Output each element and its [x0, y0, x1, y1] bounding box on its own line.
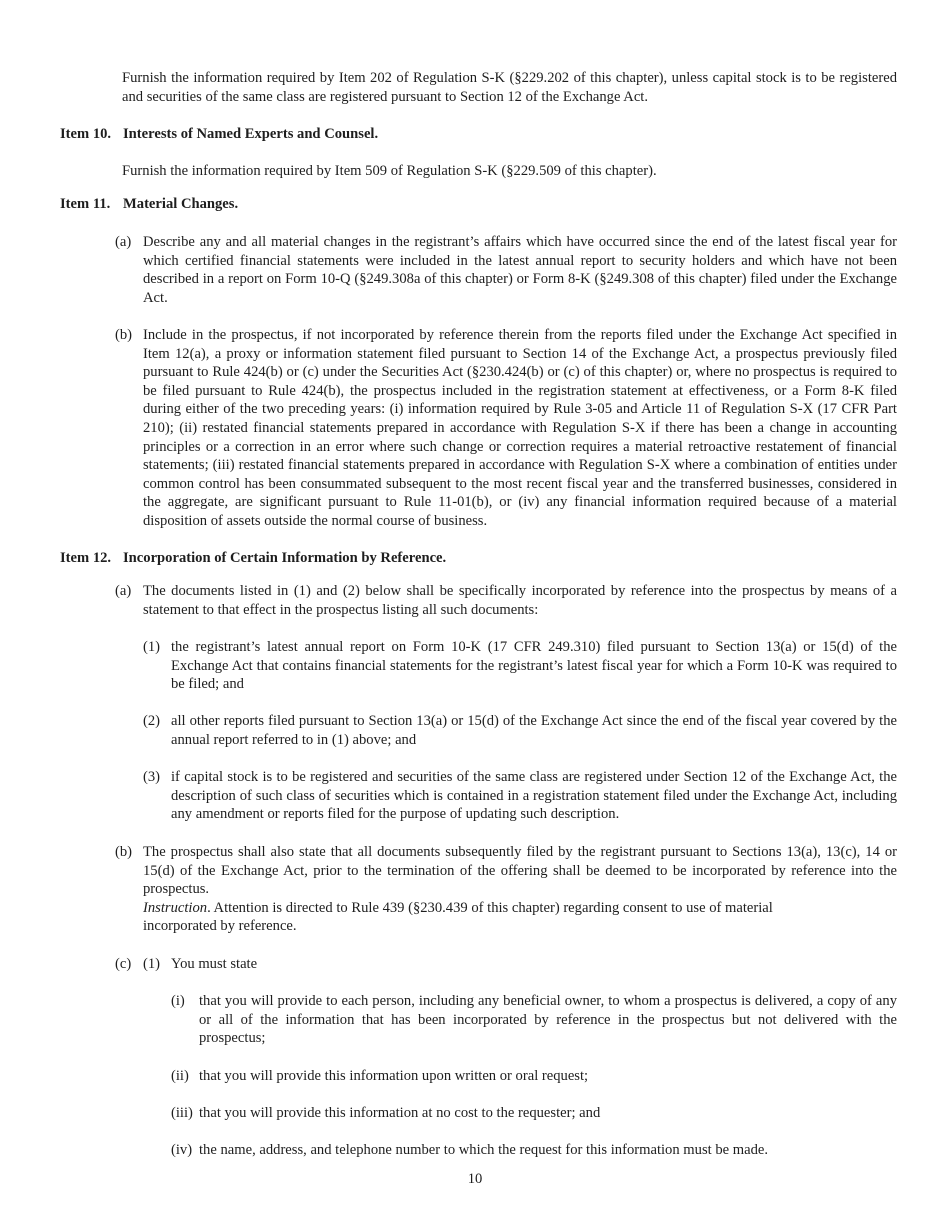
- item-11-a: [115, 233, 897, 307]
- item-12-a-2-text: all other reports filed pursuant to Section 13(a) or 15(d) of the Exchange Act since the end of the fiscal year covered by the annual report referred to in (1) above; and: [171, 713, 897, 748]
- item-12-c-iii-label: (iii): [171, 1105, 193, 1121]
- page-number: 10: [467, 1171, 483, 1187]
- item-11-number: Item 11.: [60, 196, 111, 212]
- item-12-a: [115, 582, 897, 619]
- intro-paragraph: Furnish the information required by Item 202 of Regulation S-K (§229.202 of this chapter), unless capital stock is to be registered and securities of the same class are registered pursuant to Section 12 of the Exchange Act.: [122, 70, 897, 105]
- item-12-c-iii: [171, 1104, 897, 1123]
- item-12-c-iv: [171, 1141, 897, 1160]
- item-12-a-3-text: if capital stock is to be registered and securities of the same class are registered under Section 12 of the Exchange Act, the description of such class of securities which is contained in a registration statement filed under the Exchange Act, including any amendment or reports filed for the purpose of updating such description.: [171, 769, 897, 823]
- item-12-c-ii-text: that you will provide this information upon written or oral request;: [199, 1068, 589, 1084]
- item-12-b: [115, 843, 897, 936]
- item-12-c-iv-label: (iv): [171, 1142, 193, 1158]
- item-12-a-3-label: (3): [143, 769, 161, 785]
- item-11-b-label: (b): [115, 327, 133, 343]
- item-11-b: [115, 326, 897, 531]
- instruction-label: Instruction: [143, 899, 208, 916]
- instruction-text: . Attention is directed to Rule 439 (§230.439 of this chapter) regarding consent to use of material incorporated by reference.: [143, 899, 773, 935]
- item-12-c-ii: [171, 1067, 897, 1086]
- item-12-a-1-text: the registrant’s latest annual report on Form 10-K (17 CFR 249.310) filed pursuant to Section 13(a) or 15(d) of the Exchange Act that contains financial statements for the registrant’s latest fiscal year for which a Form 10-K was required to be filed; and: [171, 639, 897, 693]
- item-12-c-i-label: (i): [171, 993, 185, 1009]
- item-12-c-i: [171, 992, 897, 1048]
- item-10-heading: [60, 125, 378, 144]
- item-12-c-i-text: that you will provide to each person, including any beneficial owner, to whom a prospectus is delivered, a copy of any or all of the information that has been incorporated by reference in the prospectus but not delivered with the prospectus;: [199, 993, 897, 1047]
- item-12-number: Item 12.: [60, 550, 112, 566]
- item-12-c: [115, 955, 897, 974]
- item-10-body: Furnish the information required by Item 509 of Regulation S-K (§229.509 of this chapter).: [122, 163, 657, 179]
- item-12-b-instruction: [143, 899, 823, 936]
- item-12-c-iv-text: the name, address, and telephone number to which the request for this information must be made.: [199, 1142, 768, 1158]
- item-12-title: Incorporation of Certain Information by Reference.: [123, 550, 447, 566]
- item-11-heading: [60, 195, 238, 214]
- item-12-b-text: The prospectus shall also state that all documents subsequently filed by the registrant pursuant to Sections 13(a), 13(c), 14 or 15(d) of the Exchange Act, prior to the termination of the offering shall be deemed to be incorporated by reference into the prospectus.: [143, 844, 897, 898]
- item-11-a-label: (a): [115, 234, 132, 250]
- item-12-a-2: [143, 712, 897, 749]
- item-12-a-2-label: (2): [143, 713, 161, 729]
- item-10-number: Item 10.: [60, 126, 112, 142]
- item-11-b-text: Include in the prospectus, if not incorporated by reference therein from the reports filed under the Exchange Act specified in Item 12(a), a proxy or information statement filed pursuant to Section 14 of the Exchange Act, a prospectus previously filed pursuant to Rule 424(b) or (c) under the Securities Act (§230.424(b) or (c) of this chapter) or, where no prospectus is required to be filed pursuant to Rule 424(b), the prospectus included in the registration statement at effectiveness, or a Form 8-K filed during either of the two preceding years: (i) information required by Rule 3-05 and Article 11 of Regulation S-X (17 CFR Part 210); (ii) restated financial statements prepared in accordance with Regulation S-X if there has been a change in accounting principles or a correction in an error where such change or correction requires a material retroactive restatement of financial statements; (iii) restated financial statements prepared in accordance with Regulation S-X where a combination of entities under common control has been consummated subsequent to the most recent fiscal year and the transferred businesses, considered in the aggregate, are significant pursuant to Rule 11-01(b), or (iv) any financial information required because of a material disposition of assets outside the normal course of business.: [143, 327, 897, 529]
- item-12-a-1: [143, 638, 897, 694]
- item-12-c-ii-label: (ii): [171, 1068, 189, 1084]
- item-12-c-1-text: You must state: [171, 956, 258, 972]
- item-12-a-1-label: (1): [143, 639, 161, 655]
- item-12-a-text: The documents listed in (1) and (2) below shall be specifically incorporated by reference into the prospectus by means of a statement to that effect in the prospectus listing all such documents:: [143, 583, 897, 618]
- item-12-b-label: (b): [115, 844, 133, 860]
- item-10-title: Interests of Named Experts and Counsel.: [123, 126, 379, 142]
- item-12-a-3: [143, 768, 897, 824]
- item-11-title: Material Changes.: [123, 196, 239, 212]
- item-12-a-label: (a): [115, 583, 132, 599]
- item-11-a-text: Describe any and all material changes in the registrant’s affairs which have occurred since the end of the latest fiscal year for which certified financial statements were included in the latest annual report to security holders and which have not been described in a report on Form 10-Q (§249.308a of this chapter) or Form 8-K (§249.308 of this chapter) filed under the Exchange Act.: [143, 234, 897, 306]
- item-12-heading: [60, 549, 446, 568]
- item-12-c-iii-text: that you will provide this information at no cost to the requester; and: [199, 1105, 601, 1121]
- item-12-c-label: (c): [115, 956, 132, 972]
- item-12-c-1-label: (1): [143, 956, 161, 972]
